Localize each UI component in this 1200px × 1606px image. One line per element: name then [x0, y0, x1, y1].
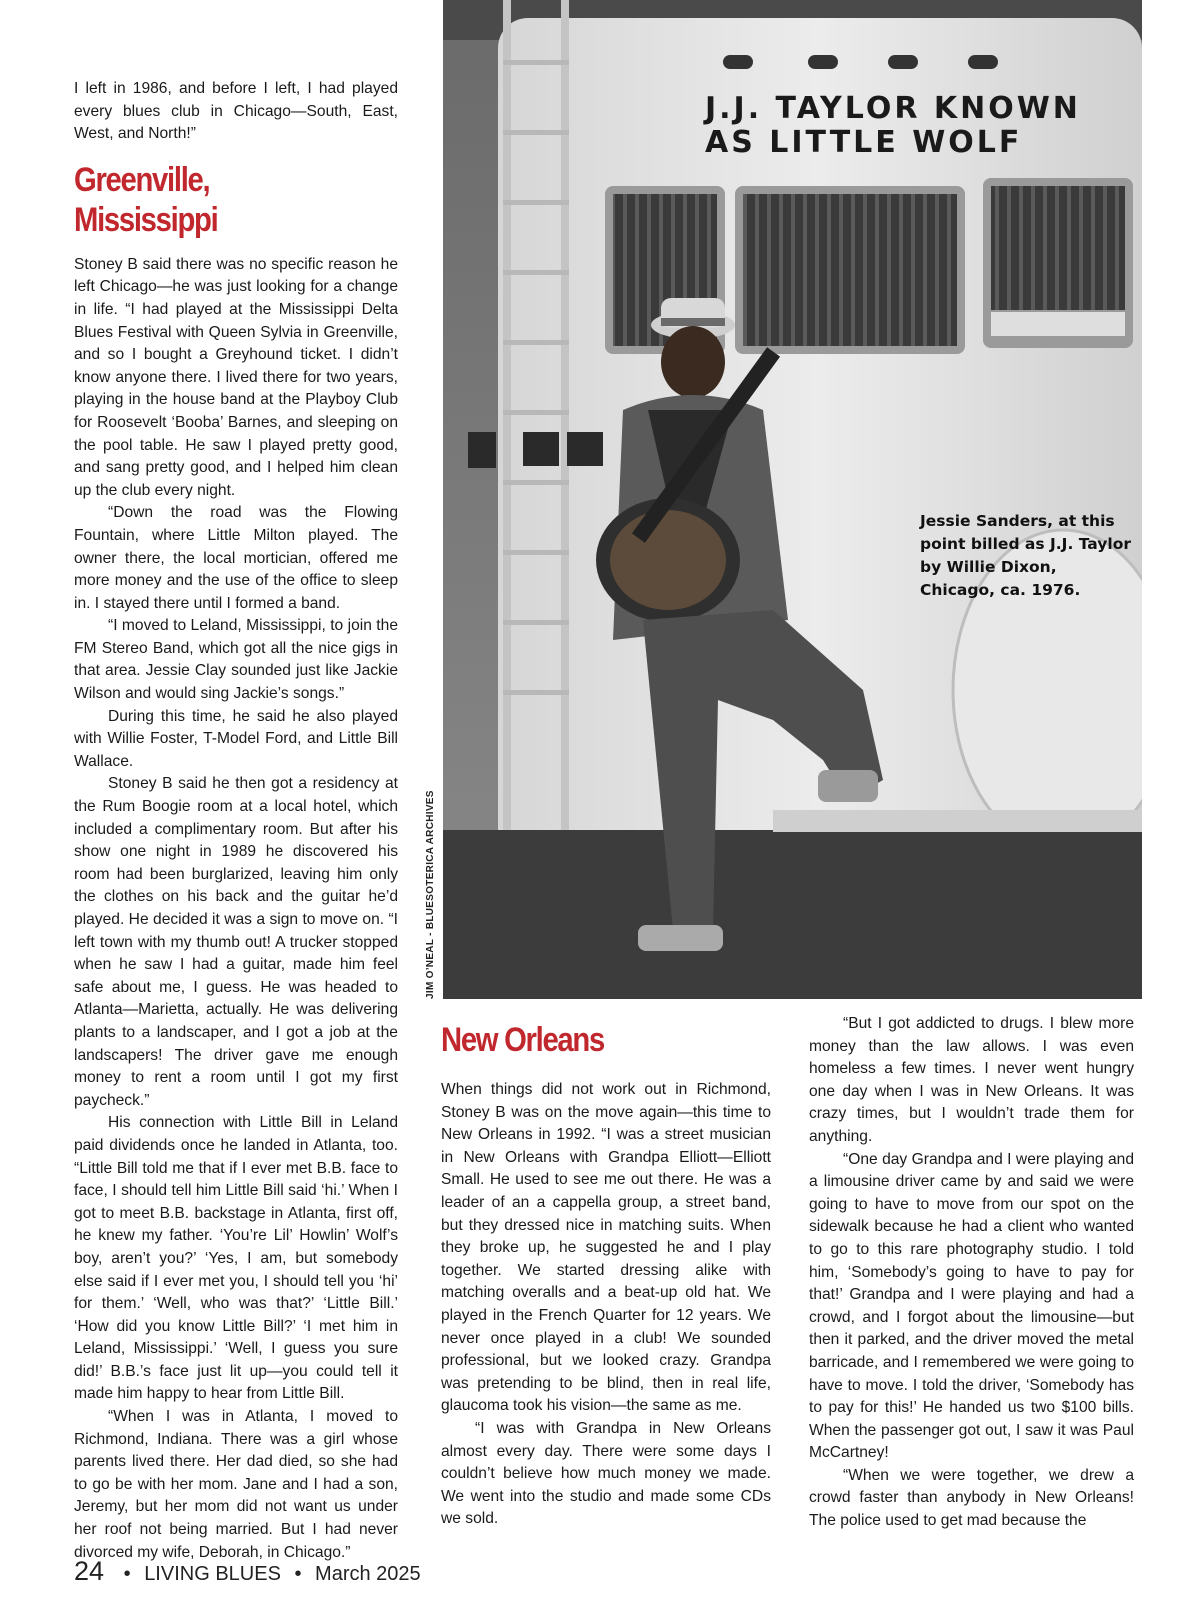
bullet-separator: •	[294, 1563, 302, 1585]
body-paragraph: “One day Grandpa and I were playing and a limousine driver came by and said we were going to have to move from our spot on the sidewalk because he had a client who wanted to go to this rare photography studio. I told him, ‘Somebody’s going to have to pay for that!’ Grandpa and I were playing and had a crowd, and I forgot about the limousine—but then it parked, and the driver moved the metal barricade, and I remembered we were going to have to move. I told the driver, ‘Somebody has to pay for this!’ He handed us two $100 bills. When the passenger got out, I saw it was Paul McCartney!	[809, 1150, 1134, 1462]
issue-date: March 2025	[315, 1563, 421, 1585]
photo-credit: JIM O’NEAL - BLUESOTERICA ARCHIVES	[425, 790, 436, 999]
body-paragraph: Stoney B said he then got a residency at the Rum Boogie room at a local hotel, which included a complimentary room. But after his show one night in 1989 he discovered his room had been burglarized, leaving him only the clothes on his back and the guitar he’d played. He decided it was a sign to move on. “I left town with my thumb out! A trucker stopped when he saw I had a guitar, made him feel safe about me, I guess. He was headed to Atlanta—Marietta, actually. He was delivering plants to a landscaper, and I got a job at the landscapers! The driver gave me enough money to rent a room until I got my first paycheck.”	[74, 775, 398, 1109]
body-paragraph: Stoney B said there was no specific reason he left Chicago—he was just looking for a change in life. “I had played at the Mississippi Delta Blues Festival with Queen Sylvia in Greenville, and so I bought a Greyhound ticket. I didn’t know anyone there. I lived there for two years, playing in the house band at the Playboy Club for Roosevelt ‘Booba’ Barnes, and sleeping on the pool table. He saw I played pretty good, and sang pretty good, and I helped him clean up the club every night.	[74, 255, 398, 499]
bus-sign-line-1: J.J. TAYLOR KNOWN	[705, 91, 1081, 126]
bus-and-musician-photo	[443, 0, 1142, 999]
article-column-2	[441, 1079, 771, 1531]
body-paragraph: “But I got addicted to drugs. I blew more money than the law allows. I was even homeless a few times. I never went hungry one day when I was in New Orleans. It was crazy times, but I wouldn’t trade them for anything.	[809, 1015, 1134, 1145]
article-column-1	[74, 78, 398, 1564]
body-paragraph: “When we were together, we drew a crowd faster than anybody in New Orleans! The police used to get mad because the	[809, 1466, 1134, 1530]
body-paragraph: “I moved to Leland, Mississippi, to join the FM Stereo Band, which got all the nice gigs in that area. Jessie Clay sounded just like Jackie Wilson and would sing Jackie’s songs.”	[74, 617, 398, 703]
page-number: 24	[74, 1556, 105, 1586]
article-column-3	[809, 1013, 1134, 1533]
body-paragraph: “When I was in Atlanta, I moved to Richmond, Indiana. There was a girl whose parents lived there. Her dad died, so she had to go be with her mom. Jane and I had a son, Jeremy, but her mom did not want us under her roof not being married. But I had never divorced my wife, Deborah, in Chicago.”	[74, 1408, 398, 1561]
body-paragraph: “Down the road was the Flowing Fountain, where Little Milton played. The owner there, the local mortician, offered me more money and the use of the office to sleep in. I stayed there until I formed a band.	[74, 504, 398, 612]
body-paragraph: “I was with Grandpa in New Orleans almost every day. There were some days I couldn’t believe how much money we made. We went into the studio and made some CDs we sold.	[441, 1419, 771, 1528]
body-paragraph: When things did not work out in Richmond, Stoney B was on the move again—this time to New Orleans in 1992. “I was a street musician in New Orleans with Grandpa Elliott—Elliott Small. He used to see me out there. He was a leader of an a cappella group, a street band, but they dressed nice in matching suits. When they broke up, he suggested he and I play together. We started dressing alike with matching overalls and a beat-up old hat. We played in the French Quarter for 12 years. We never once played in a club! We sounded professional, but we looked crazy. Grandpa was pretending to be blind, then in real life, glaucoma took his vision—the same as me.	[441, 1081, 771, 1415]
body-paragraph: During this time, he said he also played with Willie Foster, T-Model Ford, and Little Bill Wallace.	[74, 707, 398, 770]
article-photo	[443, 0, 1142, 999]
photo-caption: Jessie Sanders, at this point billed as J.J. Taylor by Willie Dixon, Chicago, ca. 1976.	[920, 512, 1131, 599]
body-paragraph: His connection with Little Bill in Leland paid dividends once he landed in Atlanta, too. “Little Bill told me that if I ever met B.B. face to face, I should tell him Little Bill said ‘hi.’ When I got to meet B.B. backstage in Atlanta, first off, he knew my father. ‘You’re Lil’ Howlin’ Wolf’s boy, aren’t you?’ ‘Yes, I am, but somebody else said if I ever met you, I should tell you ‘hi’ for them.’ ‘Well, who was that?’ ‘Little Bill.’ ‘How did you know Little Bill?’ ‘I met him in Leland, Mississippi.’ ‘Well, I guess you sure did!’ B.B.’s face just lit up—you could tell it made him happy to hear from Little Bill.	[74, 1114, 398, 1403]
bullet-separator: •	[123, 1563, 131, 1585]
lead-paragraph: I left in 1986, and before I left, I had played every blues club in Chicago—South, East, West, and North!”	[74, 80, 398, 143]
section-heading-new-orleans: New Orleans	[441, 1021, 604, 1059]
bus-sign-line-2: AS LITTLE WOLF	[705, 125, 1023, 160]
page-footer	[74, 1556, 421, 1587]
magazine-name: LIVING BLUES	[144, 1563, 281, 1585]
section-heading-greenville: Greenville, Mississippi	[74, 160, 218, 239]
